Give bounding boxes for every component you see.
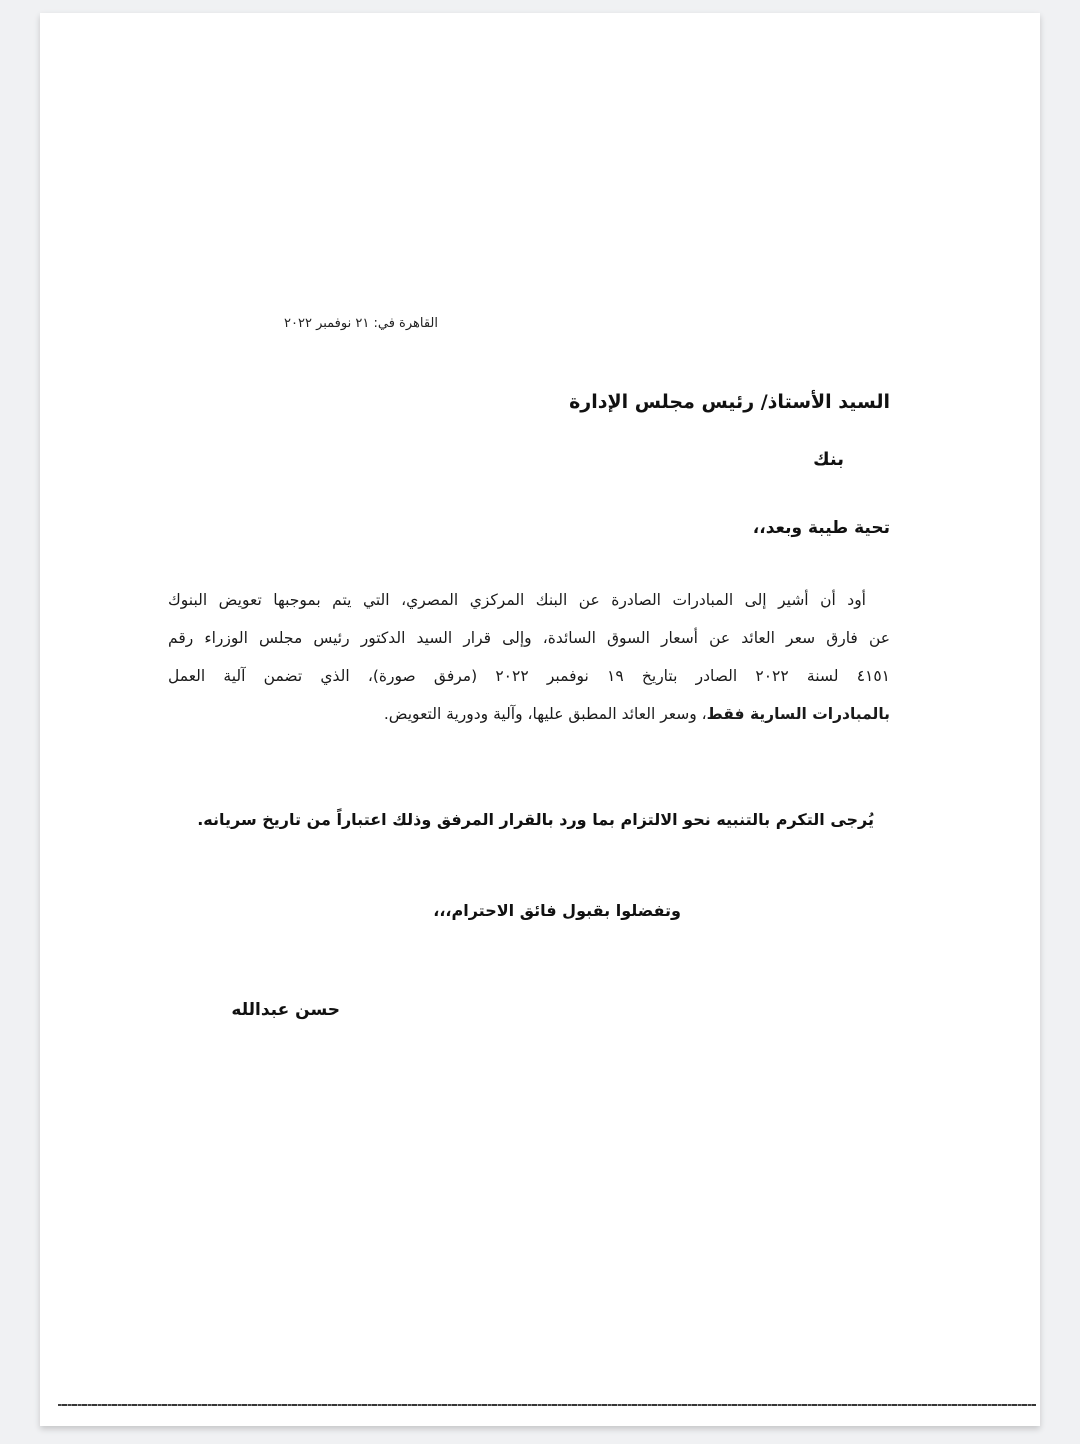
body-line: أود أن أشير إلى المبادرات الصادرة عن البنك المركزي المصري، التي يتم بموجبها تعويض البنوك xyxy=(168,591,866,609)
body-bold-phrase: بالمبادرات السارية فقط xyxy=(706,705,890,723)
footer-divider xyxy=(58,1404,1036,1406)
signature: حسن عبدالله xyxy=(231,1000,340,1020)
body-paragraph xyxy=(168,588,890,740)
closing-line: وتفضلوا بقبول فائق الاحترام،،، xyxy=(433,901,681,920)
document-page xyxy=(40,13,1040,1426)
date-line: القاهرة في: ٢١ نوفمبر ٢٠٢٢ xyxy=(284,316,438,331)
recipient-title: السيد الأستاذ/ رئيس مجلس الإدارة xyxy=(569,391,890,413)
recipient-bank: بنك xyxy=(813,449,844,470)
greeting: تحية طيبة وبعد،، xyxy=(752,518,890,538)
body-line: عن فارق سعر العائد عن أسعار السوق السائدة، وإلى قرار السيد الدكتور رئيس مجلس الوزراء رقم xyxy=(168,629,890,647)
request-line: يُرجى التكرم بالتنبيه نحو الالتزام بما ورد بالقرار المرفق وذلك اعتباراً من تاريخ سريانه. xyxy=(197,810,874,829)
body-line: ٤١٥١ لسنة ٢٠٢٢ الصادر بتاريخ ١٩ نوفمبر ٢٠٢٢ (مرفق صورة)، الذي تضمن آلية العمل xyxy=(168,667,890,685)
body-line-rest: ، وسعر العائد المطبق عليها، وآلية ودورية التعويض. xyxy=(383,705,707,723)
